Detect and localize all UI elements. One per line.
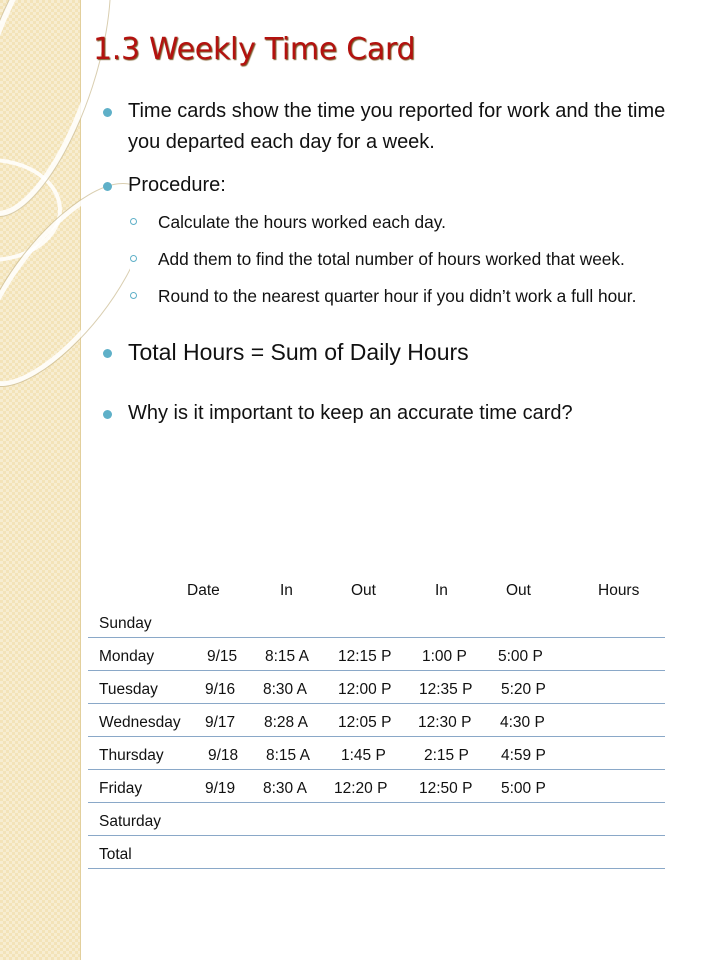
step-text: Calculate the hours worked each day.: [158, 212, 446, 232]
row-in-1: 8:28 A: [264, 714, 308, 731]
row-date: 9/17: [205, 714, 236, 731]
bullet-formula: [103, 337, 703, 368]
row-in-2: 12:30 P: [418, 714, 472, 731]
bullet-dot-icon: [103, 182, 112, 191]
sub-bullet-ring-icon: [130, 292, 137, 299]
row-out-2: 5:00 P: [501, 780, 546, 797]
row-day: Thursday: [99, 747, 164, 764]
header-hours: Hours: [598, 582, 640, 599]
row-in-1: 8:30 A: [263, 681, 307, 698]
row-in-1: 8:15 A: [265, 648, 309, 665]
table-row: [88, 705, 665, 737]
row-in-2: 1:00 P: [422, 648, 467, 665]
table-row: [88, 738, 665, 770]
sub-bullet: [103, 283, 703, 309]
row-day: Sunday: [99, 615, 152, 632]
sub-bullet: [103, 209, 703, 235]
sub-bullet-ring-icon: [130, 218, 137, 225]
row-out-2: 4:59 P: [501, 747, 546, 764]
row-out-1: 12:05 P: [338, 714, 392, 731]
row-in-2: 12:50 P: [419, 780, 473, 797]
row-day: Saturday: [99, 813, 162, 830]
table-row: [88, 639, 665, 671]
row-out-1: 12:15 P: [338, 648, 392, 665]
row-day: Monday: [99, 648, 155, 665]
bullet-list: [103, 96, 703, 441]
time-card-header: [88, 578, 665, 606]
sub-bullet: [103, 246, 703, 272]
table-row: [88, 837, 665, 869]
row-day: Tuesday: [99, 681, 158, 698]
bullet-intro-text: Time cards show the time you reported for work and the time you departed each day for a week.: [128, 100, 666, 153]
row-out-1: 1:45 P: [341, 747, 386, 764]
table-row: [88, 771, 665, 803]
header-in-1: In: [280, 582, 293, 599]
bullet-procedure: [103, 170, 703, 201]
table-row: [88, 606, 665, 638]
table-row: [88, 672, 665, 704]
row-in-2: 12:35 P: [419, 681, 473, 698]
row-date: 9/15: [207, 648, 238, 665]
row-out-1: 12:20 P: [334, 780, 388, 797]
bullet-question-text: Why is it important to keep an accurate time card?: [128, 402, 573, 424]
row-day-total: Total: [99, 846, 132, 863]
sub-bullet-ring-icon: [130, 255, 137, 262]
header-date: Date: [187, 582, 220, 599]
header-out-1: Out: [351, 582, 376, 599]
step-text: Add them to find the total number of hours worked that week.: [158, 249, 625, 269]
bullet-intro: [103, 96, 703, 158]
row-date: 9/16: [205, 681, 236, 698]
header-in-2: In: [435, 582, 448, 599]
row-in-1: 8:15 A: [266, 747, 310, 764]
row-date: 9/18: [208, 747, 239, 764]
header-out-2: Out: [506, 582, 531, 599]
step-text: Round to the nearest quarter hour if you didn’t work a full hour.: [158, 286, 637, 306]
row-in-2: 2:15 P: [424, 747, 469, 764]
row-date: 9/19: [205, 780, 236, 797]
bullet-dot-icon: [103, 108, 112, 117]
row-out-1: 12:00 P: [338, 681, 392, 698]
slide-title: 1.3 Weekly Time Card: [93, 32, 416, 67]
row-day: Friday: [99, 780, 143, 797]
bullet-procedure-text: Procedure:: [128, 174, 226, 196]
row-out-2: 5:20 P: [501, 681, 546, 698]
row-out-2: 4:30 P: [500, 714, 545, 731]
row-day: Wednesday: [99, 714, 181, 731]
bullet-dot-icon: [103, 410, 112, 419]
row-in-1: 8:30 A: [263, 780, 307, 797]
table-row: [88, 804, 665, 836]
bullet-dot-icon: [103, 349, 112, 358]
bullet-question: [103, 398, 703, 429]
row-out-2: 5:00 P: [498, 648, 543, 665]
time-card-table: [88, 578, 665, 870]
bullet-formula-text: Total Hours = Sum of Daily Hours: [128, 339, 469, 365]
